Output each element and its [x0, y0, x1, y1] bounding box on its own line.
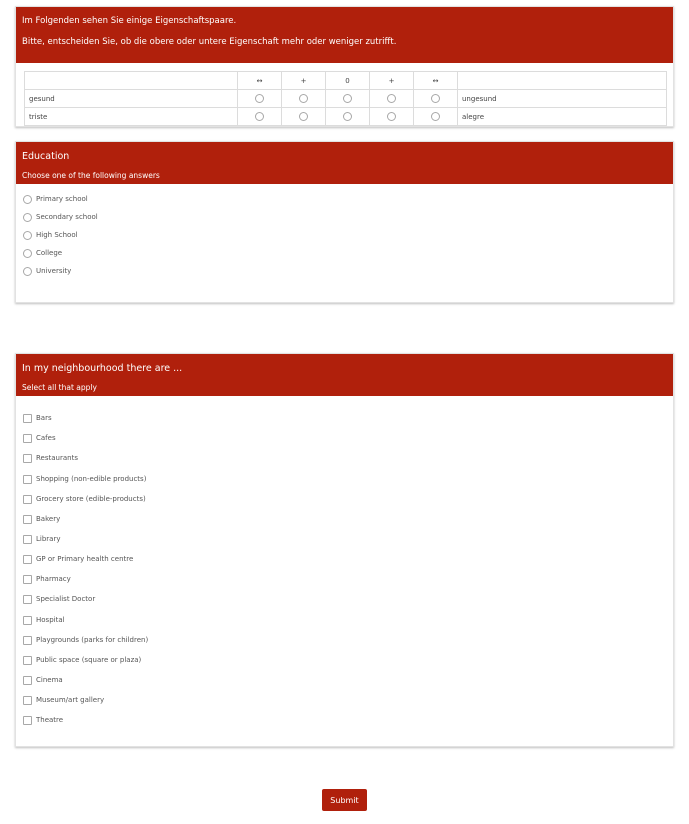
option-label: College — [36, 249, 63, 257]
matrix-column-header: 0 — [326, 72, 370, 90]
radio-button[interactable] — [23, 267, 32, 276]
option-label: Theatre — [36, 716, 64, 724]
matrix-left-label: gesund — [25, 90, 238, 108]
radio-button[interactable] — [23, 195, 32, 204]
matrix-column-header: ↔ — [414, 72, 458, 90]
education-option[interactable] — [23, 265, 71, 277]
matrix-question-intro: Im Folgenden sehen Sie einige Eigenschaftspaare. — [22, 16, 237, 26]
neighbourhood-option[interactable] — [23, 614, 65, 626]
option-label: Shopping (non-edible products) — [36, 475, 147, 483]
matrix-cell — [414, 108, 458, 126]
radio-button[interactable] — [23, 231, 32, 240]
checkbox[interactable] — [23, 414, 32, 423]
radio-button[interactable] — [23, 249, 32, 258]
education-option[interactable] — [23, 211, 98, 223]
matrix-radio[interactable] — [431, 112, 440, 121]
option-label: Specialist Doctor — [36, 595, 96, 603]
matrix-question-header — [16, 7, 673, 63]
option-label: Grocery store (edible-products) — [36, 495, 146, 503]
checkbox[interactable] — [23, 616, 32, 625]
education-question-card — [15, 141, 674, 303]
matrix-cell — [370, 90, 414, 108]
neighbourhood-option[interactable] — [23, 473, 146, 485]
checkbox[interactable] — [23, 434, 32, 443]
education-question-subtitle: Choose one of the following answers — [22, 171, 160, 180]
checkbox[interactable] — [23, 575, 32, 584]
neighbourhood-option[interactable] — [23, 714, 63, 726]
checkbox[interactable] — [23, 636, 32, 645]
neighbourhood-option[interactable] — [23, 593, 95, 605]
matrix-cell — [238, 108, 282, 126]
semantic-differential-table — [24, 71, 667, 126]
matrix-column-header: + — [282, 72, 326, 90]
checkbox[interactable] — [23, 515, 32, 524]
matrix-radio[interactable] — [343, 112, 352, 121]
matrix-cell — [326, 108, 370, 126]
matrix-cell — [414, 90, 458, 108]
option-label: Museum/art gallery — [36, 696, 105, 704]
neighbourhood-option[interactable] — [23, 573, 71, 585]
option-label: Cafes — [36, 434, 56, 442]
matrix-left-label: triste — [25, 108, 238, 126]
matrix-radio[interactable] — [387, 94, 396, 103]
education-option[interactable] — [23, 229, 78, 241]
neighbourhood-option[interactable] — [23, 694, 104, 706]
neighbourhood-question-title: In my neighbourhood there are ... — [22, 363, 183, 374]
checkbox[interactable] — [23, 716, 32, 725]
neighbourhood-question-card — [15, 353, 674, 747]
neighbourhood-option[interactable] — [23, 533, 60, 545]
checkbox[interactable] — [23, 555, 32, 564]
neighbourhood-question-header — [16, 354, 673, 396]
matrix-row — [25, 90, 667, 108]
matrix-empty-header — [458, 72, 667, 90]
matrix-column-header: ↔ — [238, 72, 282, 90]
neighbourhood-option[interactable] — [23, 432, 56, 444]
neighbourhood-option[interactable] — [23, 553, 133, 565]
neighbourhood-option[interactable] — [23, 654, 141, 666]
matrix-radio[interactable] — [343, 94, 352, 103]
matrix-cell — [282, 108, 326, 126]
checkbox[interactable] — [23, 656, 32, 665]
education-question-title: Education — [22, 151, 70, 162]
neighbourhood-option[interactable] — [23, 513, 60, 525]
matrix-header-row — [25, 72, 667, 90]
matrix-cell — [238, 90, 282, 108]
matrix-right-label: alegre — [458, 108, 667, 126]
matrix-radio[interactable] — [299, 112, 308, 121]
checkbox[interactable] — [23, 696, 32, 705]
radio-button[interactable] — [23, 213, 32, 222]
option-label: Library — [36, 535, 61, 543]
option-label: Bars — [36, 414, 52, 422]
option-label: Pharmacy — [36, 575, 71, 583]
matrix-row — [25, 108, 667, 126]
checkbox[interactable] — [23, 676, 32, 685]
option-label: Restaurants — [36, 454, 78, 462]
matrix-empty-header — [25, 72, 238, 90]
checkbox[interactable] — [23, 495, 32, 504]
matrix-radio[interactable] — [387, 112, 396, 121]
neighbourhood-option[interactable] — [23, 412, 52, 424]
matrix-radio[interactable] — [255, 94, 264, 103]
option-label: Playgrounds (parks for children) — [36, 636, 149, 644]
education-option[interactable] — [23, 193, 88, 205]
matrix-question-instruction: Bitte, entscheiden Sie, ob die obere oder untere Eigenschaft mehr oder weniger zutrifft. — [22, 37, 397, 47]
option-label: Primary school — [36, 195, 88, 203]
matrix-question-card — [15, 6, 674, 127]
neighbourhood-option[interactable] — [23, 452, 78, 464]
option-label: Bakery — [36, 515, 61, 523]
checkbox[interactable] — [23, 595, 32, 604]
checkbox[interactable] — [23, 475, 32, 484]
matrix-radio[interactable] — [255, 112, 264, 121]
option-label: GP or Primary health centre — [36, 555, 134, 563]
neighbourhood-option[interactable] — [23, 493, 146, 505]
matrix-radio[interactable] — [299, 94, 308, 103]
option-label: Hospital — [36, 616, 65, 624]
neighbourhood-option[interactable] — [23, 634, 148, 646]
matrix-cell — [370, 108, 414, 126]
neighbourhood-question-subtitle: Select all that apply — [22, 383, 97, 392]
matrix-column-header: + — [370, 72, 414, 90]
submit-button[interactable]: Submit — [322, 789, 367, 811]
option-label: Public space (square or plaza) — [36, 656, 142, 664]
neighbourhood-option[interactable] — [23, 674, 63, 686]
matrix-cell — [326, 90, 370, 108]
option-label: University — [36, 267, 72, 275]
matrix-right-label: ungesund — [458, 90, 667, 108]
checkbox[interactable] — [23, 454, 32, 463]
checkbox[interactable] — [23, 535, 32, 544]
option-label: High School — [36, 231, 78, 239]
matrix-radio[interactable] — [431, 94, 440, 103]
education-option[interactable] — [23, 247, 62, 259]
education-question-header — [16, 142, 673, 184]
matrix-cell — [282, 90, 326, 108]
option-label: Cinema — [36, 676, 63, 684]
option-label: Secondary school — [36, 213, 98, 221]
